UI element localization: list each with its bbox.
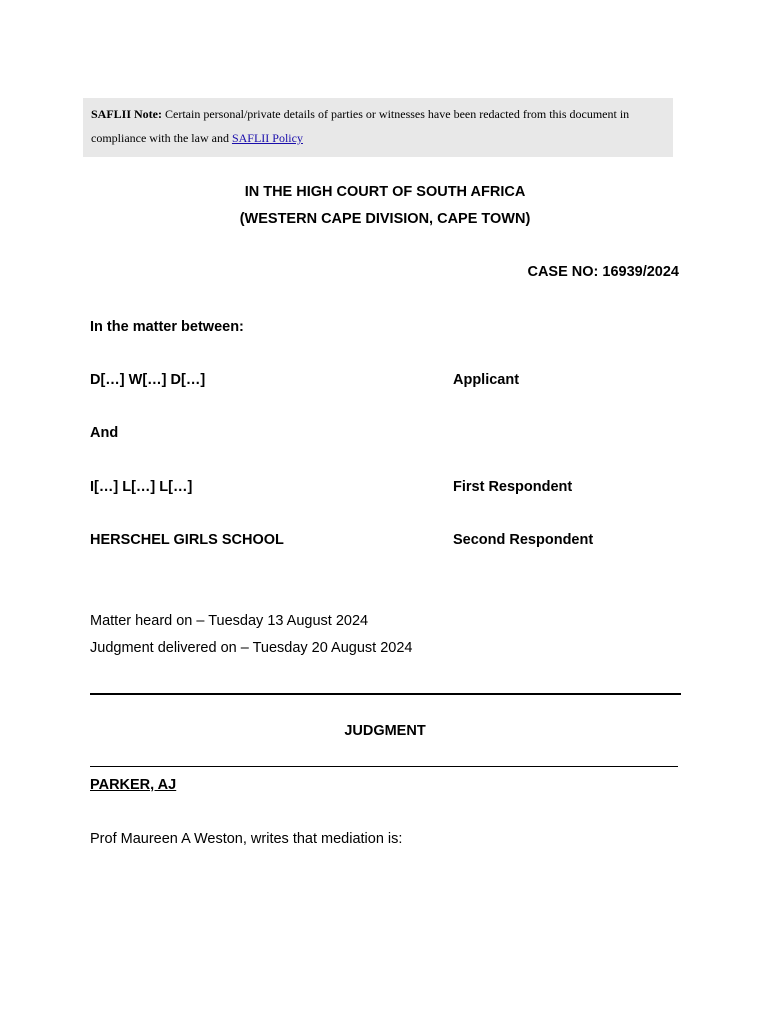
saflii-note-label: SAFLII Note: [91,107,162,121]
judge-name: PARKER, AJ [90,777,177,793]
divider-bottom [90,766,678,767]
judgment-heading: JUDGMENT [344,723,426,739]
first-respondent-name: I[…] L[…] L[…] [90,479,193,495]
and-separator: And [90,425,119,441]
judgment-delivered-date: Judgment delivered on – Tuesday 20 August 2024 [90,640,413,656]
saflii-note-text: Certain personal/private details of parties or witnesses have been redacted from this document in compliance with the law and [91,107,630,145]
saflii-note-banner [83,98,673,157]
matter-heard-date: Matter heard on – Tuesday 13 August 2024 [90,613,369,629]
first-respondent-role: First Respondent [453,479,573,495]
court-division: (WESTERN CAPE DIVISION, CAPE TOWN) [239,211,531,227]
saflii-policy-link[interactable]: SAFLII Policy [231,131,303,145]
opening-paragraph: Prof Maureen A Weston, writes that mediation is: [90,831,403,847]
applicant-name: D[…] W[…] D[…] [90,372,206,388]
matter-between-heading: In the matter between: [90,319,244,335]
divider-top [90,693,681,695]
second-respondent-name: HERSCHEL GIRLS SCHOOL [90,532,284,548]
second-respondent-role: Second Respondent [453,532,594,548]
applicant-role: Applicant [453,372,520,388]
case-number: CASE NO: 16939/2024 [527,264,679,280]
court-name: IN THE HIGH COURT OF SOUTH AFRICA [244,184,526,200]
